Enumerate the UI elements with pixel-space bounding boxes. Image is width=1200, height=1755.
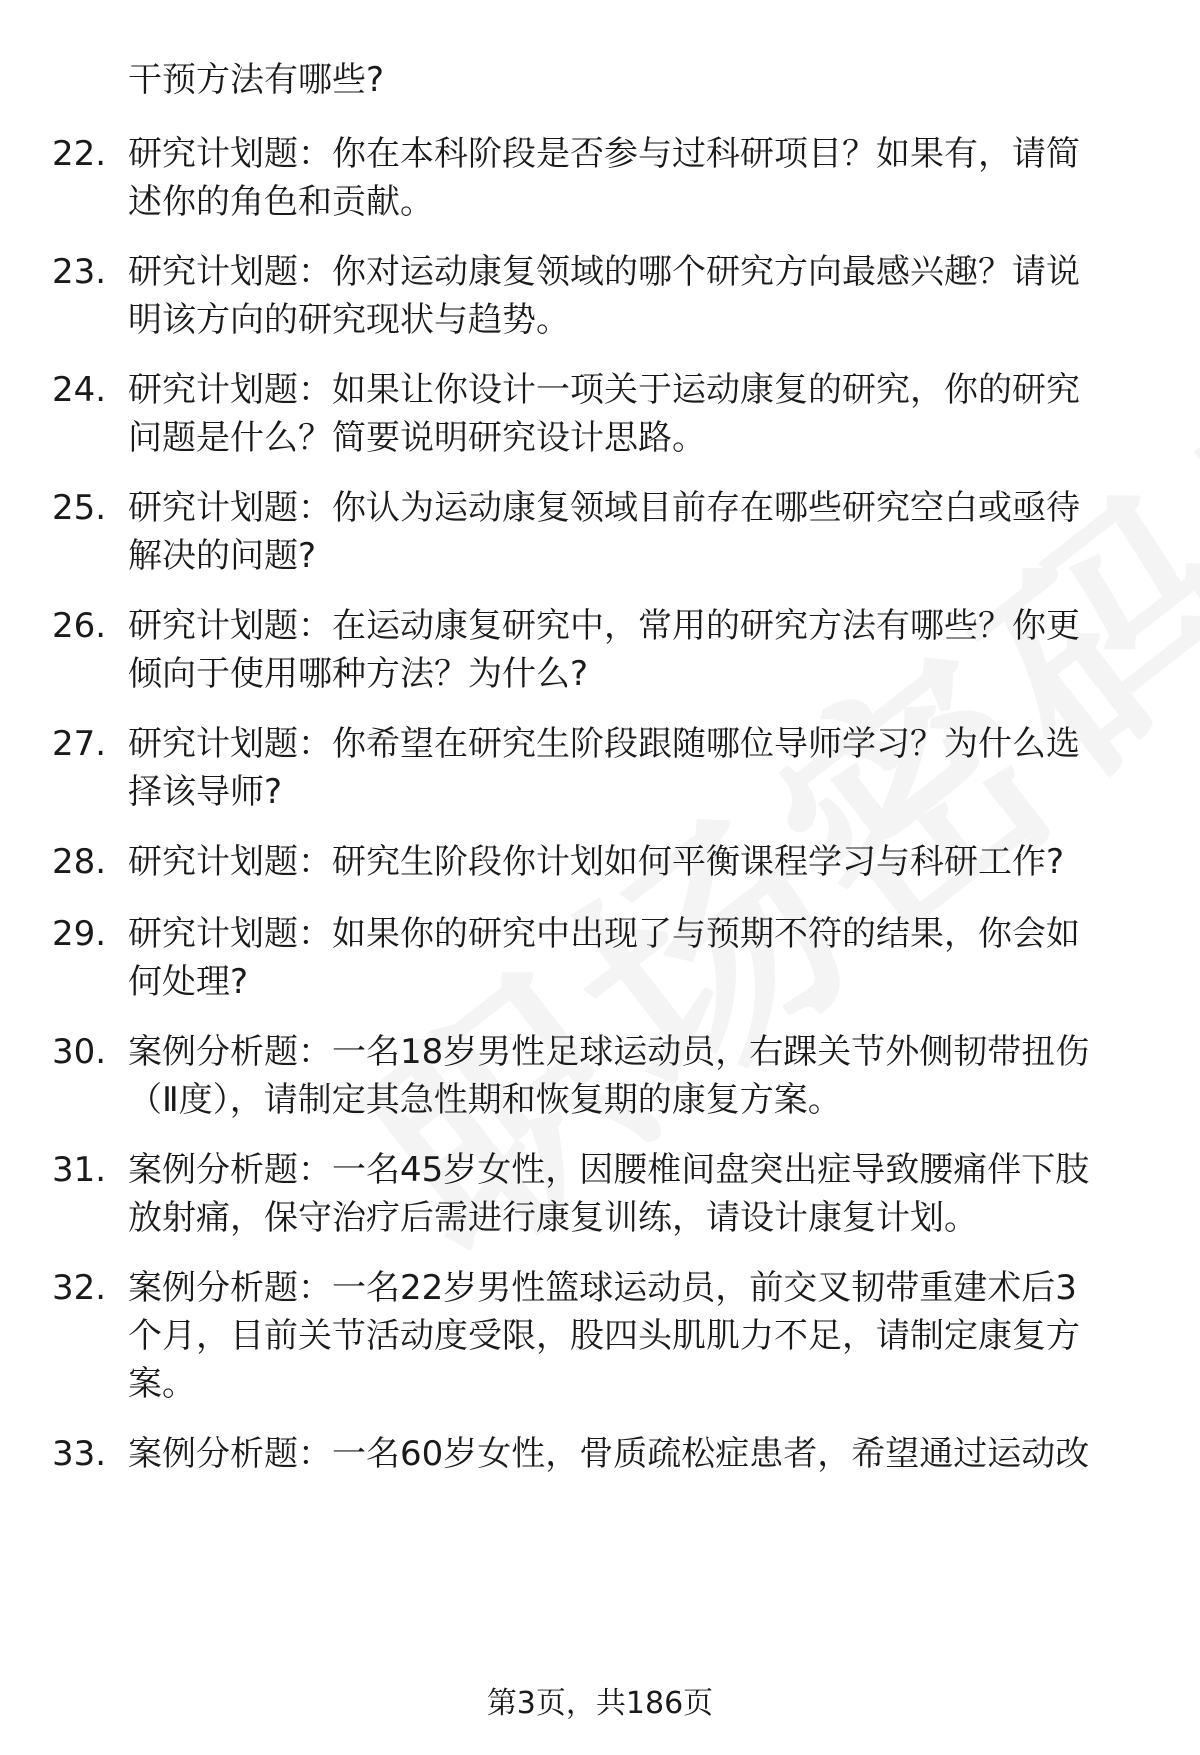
item-number: 31. <box>52 1150 107 1190</box>
item-number: 28. <box>52 842 107 882</box>
item-text: 研究计划题：如果让你设计一项关于运动康复的研究，你的研究 问题是什么？简要说明研究设计思路。 <box>128 370 1080 458</box>
item-text: 研究计划题：在运动康复研究中，常用的研究方法有哪些？你更 倾向于使用哪种方法？为什么? <box>128 606 1080 694</box>
item-number: 29. <box>52 914 107 954</box>
continuation-text: 干预方法有哪些? <box>128 60 385 100</box>
item-text: 案例分析题：一名18岁男性足球运动员，右踝关节外侧韧带扭伤 （Ⅱ度），请制定其急性期和恢复期的康复方案。 <box>128 1032 1090 1120</box>
item-number: 25. <box>52 488 107 528</box>
item-text: 研究计划题：你对运动康复领域的哪个研究方向最感兴趣？请说 明该方向的研究现状与趋势。 <box>128 252 1080 340</box>
item-number: 23. <box>52 252 107 292</box>
item-text: 研究计划题：你认为运动康复领域目前存在哪些研究空白或亟待 解决的问题? <box>128 488 1080 576</box>
item-number: 24. <box>52 370 107 410</box>
page-footer: 第3页，共186页 <box>486 1686 714 1721</box>
item-text: 案例分析题：一名45岁女性，因腰椎间盘突出症导致腰痛伴下肢 放射痛，保守治疗后需进行康复训练，请设计康复计划。 <box>128 1150 1090 1238</box>
item-text: 研究计划题：你希望在研究生阶段跟随哪位导师学习？为什么选 择该导师? <box>128 724 1080 812</box>
item-text: 案例分析题：一名22岁男性篮球运动员，前交叉韧带重建术后3 个月，目前关节活动度受限，股四头肌肌力不足，请制定康复方 案。 <box>128 1268 1080 1404</box>
item-number: 32. <box>52 1268 107 1308</box>
item-number: 27. <box>52 724 107 764</box>
item-number: 30. <box>52 1032 107 1072</box>
item-text: 研究计划题：如果你的研究中出现了与预期不符的结果，你会如 何处理? <box>128 914 1080 1002</box>
item-number: 26. <box>52 606 107 646</box>
item-text: 案例分析题：一名60岁女性，骨质疏松症患者，希望通过运动改 <box>128 1434 1090 1474</box>
item-text: 研究计划题：你在本科阶段是否参与过科研项目？如果有，请简 述你的角色和贡献。 <box>128 134 1080 222</box>
item-number: 22. <box>52 134 107 174</box>
item-text: 研究计划题：研究生阶段你计划如何平衡课程学习与科研工作? <box>128 842 1065 882</box>
item-number: 33. <box>52 1434 107 1474</box>
